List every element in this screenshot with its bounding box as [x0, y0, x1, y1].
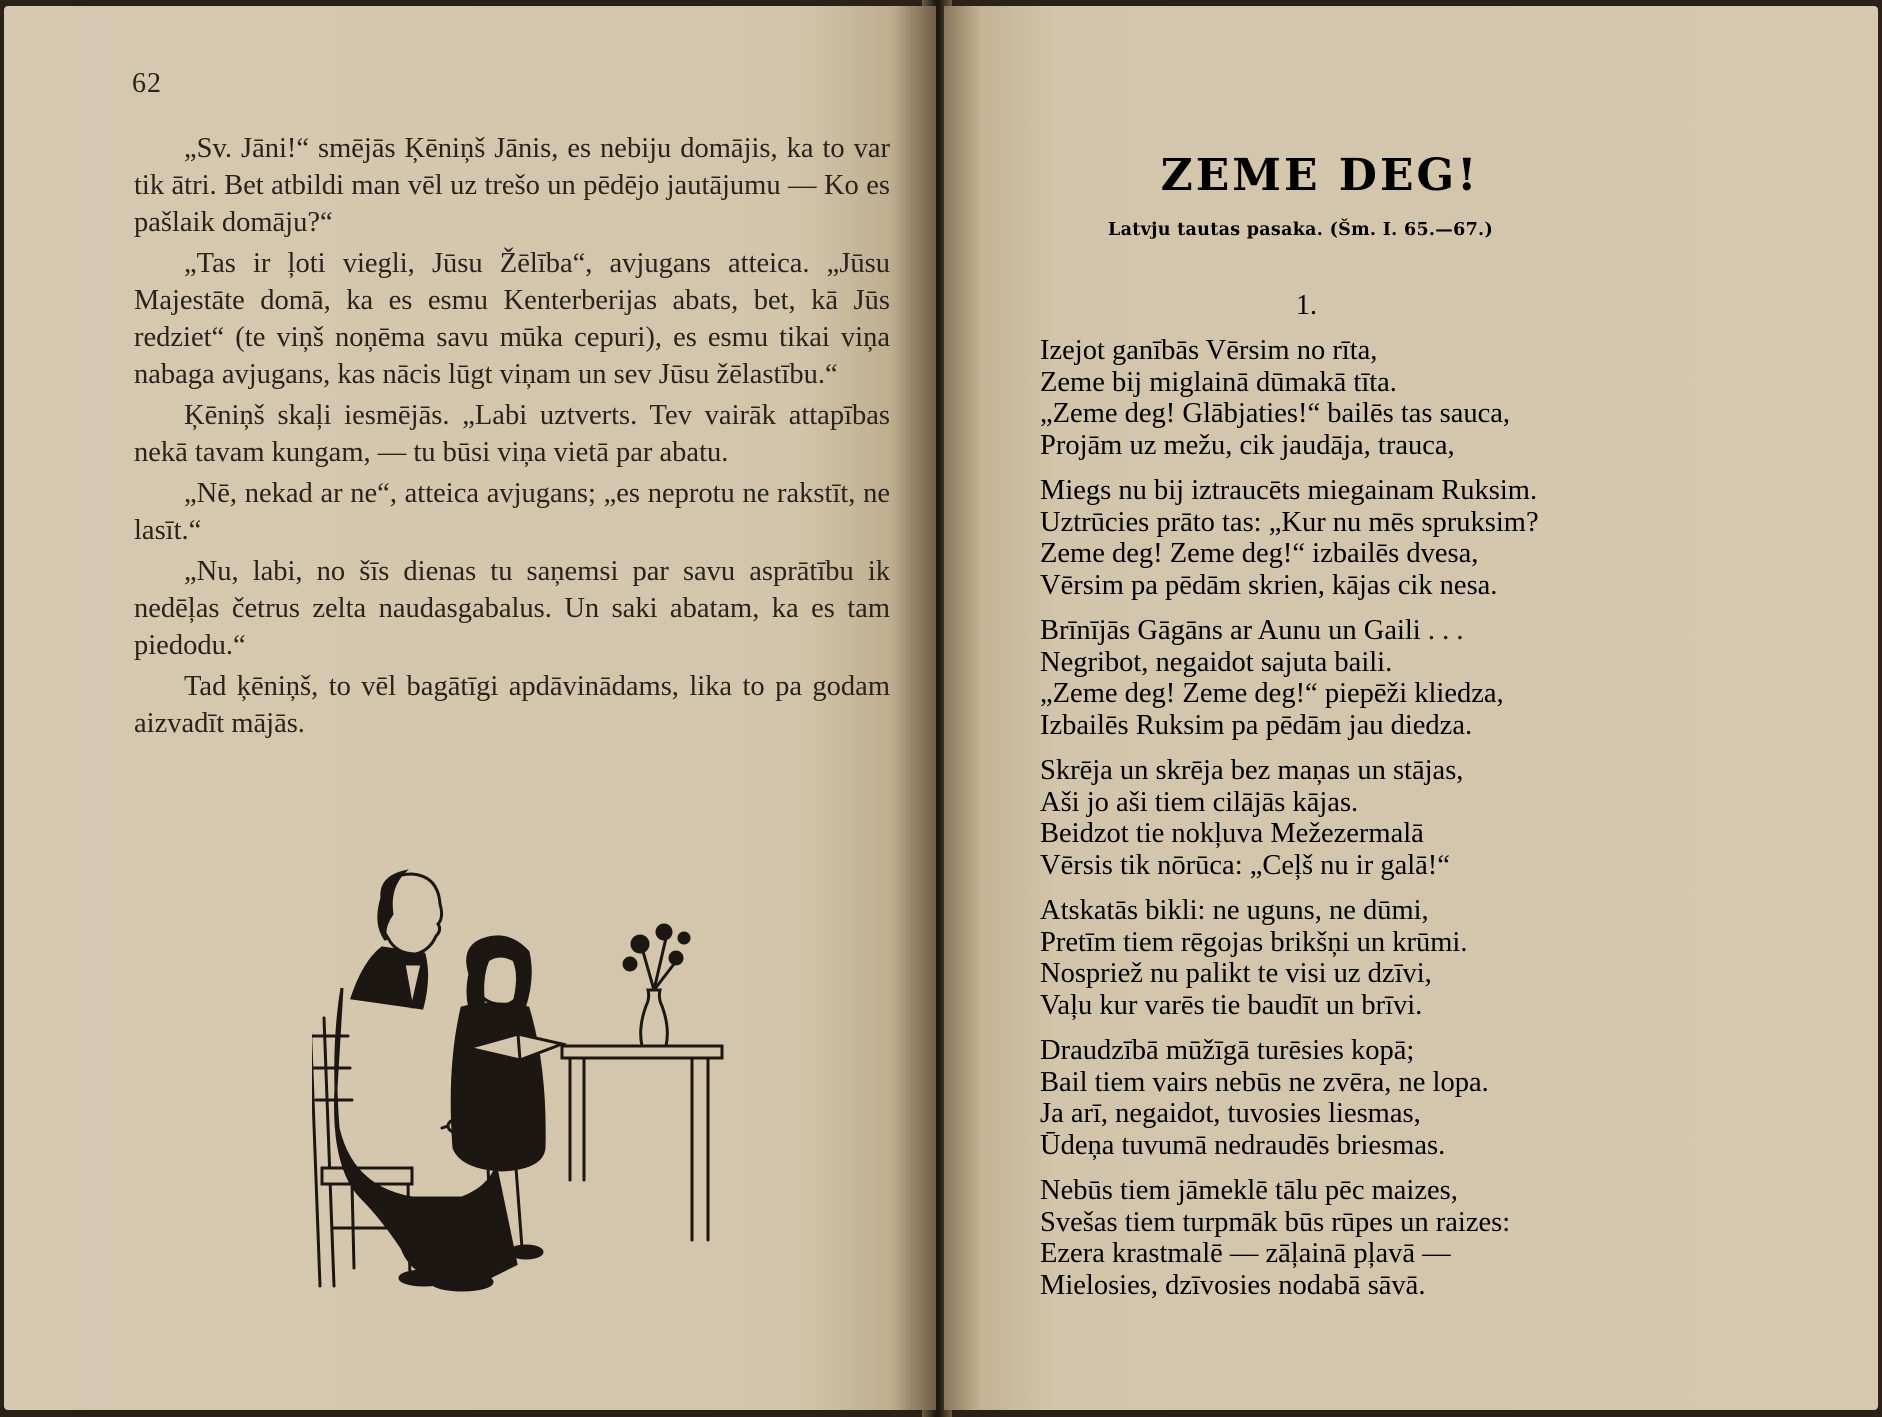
poem-line: Izbailēs Ruksim pa pēdām jau diedza.	[1040, 709, 1473, 741]
poem-line: Ezera krastmalē — zāļainā pļavā —	[1040, 1238, 1451, 1269]
stanza	[1040, 615, 1680, 741]
stanza	[1040, 335, 1680, 461]
poem-subtitle: Latvju tautas pasaka. (Šm. I. 65.—67.)	[1108, 220, 1494, 240]
stanza	[1040, 1175, 1680, 1301]
poem-line: Ūdeņa tuvumā nedraudēs briesmas.	[1040, 1129, 1446, 1161]
poem-line: Skrēja un skrēja bez maņas un stājas,	[1040, 755, 1464, 786]
paragraph: „Nē, nekad ar ne“, atteica avjugans; „es neprotu ne rakstīt, ne lasīt.“	[134, 478, 890, 546]
poem-line: Zeme deg! Zeme deg!“ izbailēs dvesa,	[1040, 538, 1479, 569]
poem-line: Nospriež nu palikt te visi uz dzīvi,	[1040, 958, 1432, 989]
illustration-man-and-girl-reading	[312, 868, 732, 1298]
poem-line: Projām uz mežu, cik jaudāja, trauca,	[1040, 429, 1455, 461]
paragraph: Tad ķēniņš, to vēl bagātīgi apdāvinādams, lika to pa godam aizvadīt mājās.	[134, 671, 890, 739]
poem-line: Bail tiem vairs nebūs ne zvēra, ne lopa.	[1040, 1066, 1489, 1098]
poem-line: Nebūs tiem jāmeklē tālu pēc maizes,	[1040, 1175, 1458, 1206]
poem-line: Mielosies, dzīvosies nodabā sāvā.	[1040, 1269, 1426, 1301]
stanza	[1040, 1035, 1680, 1161]
stanza	[1040, 475, 1680, 601]
paragraph: Ķēniņš skaļi iesmējās. „Labi uztverts. Tev vairāk attapības nekā tavam kungam, — tu būsi viņa vietā par abatu.	[134, 400, 890, 468]
poem-title: ZEME DEG!	[1160, 150, 1480, 201]
poem-line: Vaļu kur varēs tie baudīt un brīvi.	[1040, 989, 1423, 1021]
poem-line: „Zeme deg! Glābjaties!“ bailēs tas sauca,	[1040, 398, 1511, 429]
section-number: 1.	[1296, 290, 1317, 321]
paragraph: „Nu, labi, no šīs dienas tu saņemsi par savu asprātību ik nedēļas četrus zelta naudasgabalus. Un saki abatam, ka es tam piedodu.“	[134, 556, 890, 661]
poem-body	[1040, 335, 1680, 1315]
poem-line: Svešas tiem turpmāk būs rūpes un raizes:	[1040, 1206, 1511, 1238]
poem-line: Zeme bij miglainā dūmakā tīta.	[1040, 366, 1397, 398]
left-page-text	[134, 130, 890, 746]
page-shadow	[896, 6, 936, 1410]
poem-line: Vērsis tik nōrūca: „Ceļš nu ir galā!“	[1040, 849, 1450, 881]
poem-line: Atskatās bikli: ne uguns, ne dūmi,	[1040, 895, 1429, 926]
paragraph: „Sv. Jāni!“ smējās Ķēniņš Jānis, es nebiju domājis, ka to var tik ātri. Bet atbildi man vēl uz trešo un pēdējo jautājumu — Ko es pašlaik domāju?“	[134, 133, 890, 238]
stanza	[1040, 895, 1680, 1021]
page-number: 62	[132, 68, 162, 99]
poem-line: Ja arī, negaidot, tuvosies liesmas,	[1040, 1098, 1421, 1129]
poem-line: Aši jo aši tiem cilājās kājas.	[1040, 786, 1359, 818]
poem-line: Negribot, negaidot sajuta baili.	[1040, 646, 1393, 678]
poem-line: Uztrūcies prāto tas: „Kur nu mēs spruksim?	[1040, 506, 1539, 538]
stanza	[1040, 755, 1680, 881]
paragraph: „Tas ir ļoti viegli, Jūsu Žēlība“, avjugans atteica. „Jūsu Majestāte domā, ka es esmu Kenterberijas abats, bet, kā Jūs redziet“ (te viņš noņēma savu mūka cepuri), es esmu tikai viņa nabaga avjugans, kas nācis lūgt viņam un sev Jūsu žēlastību.“	[134, 248, 890, 390]
poem-line: Vērsim pa pēdām skrien, kājas cik nesa.	[1040, 569, 1498, 601]
poem-line: Izejot ganībās Vērsim no rīta,	[1040, 335, 1378, 366]
poem-line: Draudzībā mūžīgā turēsies kopā;	[1040, 1035, 1415, 1066]
poem-line: Beidzot tie nokļuva Mežezermalā	[1040, 818, 1424, 849]
poem-line: Pretīm tiem rēgojas brikšņi un krūmi.	[1040, 926, 1468, 958]
left-page	[4, 6, 936, 1410]
poem-line: Brīnījās Gāgāns ar Aunu un Gaili . . .	[1040, 615, 1464, 646]
poem-line: „Zeme deg! Zeme deg!“ piepēži kliedza,	[1040, 678, 1504, 709]
poem-line: Miegs nu bij iztraucēts miegainam Ruksim.	[1040, 475, 1538, 506]
